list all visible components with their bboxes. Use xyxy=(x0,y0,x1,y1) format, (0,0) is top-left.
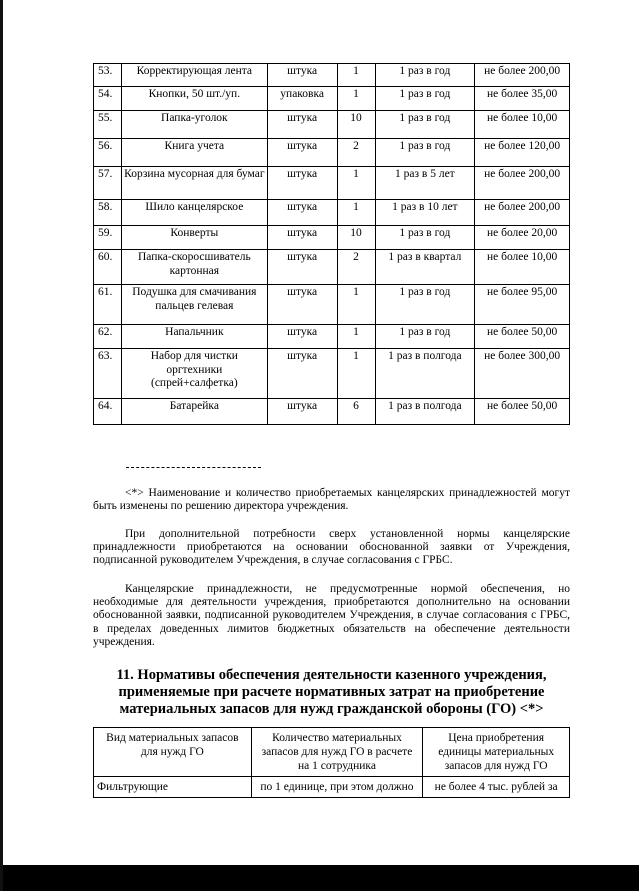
cell-period: 1 раз в год xyxy=(375,64,475,87)
cell-number: 64. xyxy=(94,399,122,425)
table-row xyxy=(94,64,570,87)
cell-material-type: Фильтрующие xyxy=(94,777,252,798)
cell-price: не более 35,00 xyxy=(475,87,570,111)
cell-item-name: Набор для чистки оргтехники (спрей+салфетка) xyxy=(121,349,267,399)
table-row xyxy=(94,349,570,399)
cell-period: 1 раз в полгода xyxy=(375,399,475,425)
scan-border-left xyxy=(0,0,3,891)
scan-border-bottom xyxy=(0,865,639,891)
cell-number: 57. xyxy=(94,167,122,200)
cell-price: не более 50,00 xyxy=(475,399,570,425)
cell-unit: штука xyxy=(267,64,337,87)
civil-defense-table xyxy=(93,727,570,798)
cell-price: не более 10,00 xyxy=(475,111,570,139)
cell-period: 1 раз в квартал xyxy=(375,250,475,285)
table-row xyxy=(94,87,570,111)
cell-quantity: 1 xyxy=(337,64,375,87)
cell-period: 1 раз в 5 лет xyxy=(375,167,475,200)
cell-item-name: Книга учета xyxy=(121,139,267,167)
table-row xyxy=(94,226,570,250)
cell-quantity: 1 xyxy=(337,325,375,349)
table-row xyxy=(94,285,570,325)
unlisted-supplies-paragraph: Канцелярские принадлежности, не предусмотренные нормой обеспечения, но необходимые для деятельности учреждения, приобретаются дополнительно на основании обоснованной заявки, подписанной руководителем Учреждения, в случае согласования с ГРБС, в пределах доведенных лимитов бюджетных обязательств на обеспечение деятельности учреждения. xyxy=(93,583,570,648)
cell-period: 1 раз в год xyxy=(375,111,475,139)
table-row xyxy=(94,325,570,349)
cell-period: 1 раз в полгода xyxy=(375,349,475,399)
cell-number: 63. xyxy=(94,349,122,399)
cell-price: не более 50,00 xyxy=(475,325,570,349)
cell-quantity: по 1 единице, при этом должно xyxy=(251,777,423,798)
cell-number: 53. xyxy=(94,64,122,87)
table-row xyxy=(94,250,570,285)
cell-item-name: Корзина мусорная для бумаг xyxy=(121,167,267,200)
cell-unit: штука xyxy=(267,285,337,325)
table-header-row xyxy=(94,728,570,777)
cell-number: 54. xyxy=(94,87,122,111)
cell-number: 58. xyxy=(94,200,122,226)
table-row xyxy=(94,399,570,425)
header-cell-price: Цена приобретения единицы материальных запасов для нужд ГО xyxy=(423,728,570,777)
cell-quantity: 1 xyxy=(337,200,375,226)
cell-item-name: Конверты xyxy=(121,226,267,250)
table-row xyxy=(94,167,570,200)
cell-price: не более 20,00 xyxy=(475,226,570,250)
additional-need-paragraph: При дополнительной потребности сверх установленной нормы канцелярские принадлежности приобретаются на основании обоснованной заявки от Учреждения, подписанной руководителем Учреждения, в случае согласования с ГРБС. xyxy=(93,528,570,567)
cell-price: не более 120,00 xyxy=(475,139,570,167)
table-row xyxy=(94,200,570,226)
cell-price: не более 4 тыс. рублей за xyxy=(423,777,570,798)
cell-quantity: 2 xyxy=(337,139,375,167)
cell-number: 62. xyxy=(94,325,122,349)
cell-period: 1 раз в год xyxy=(375,226,475,250)
cell-unit: штука xyxy=(267,250,337,285)
cell-period: 1 раз в год xyxy=(375,285,475,325)
cell-item-name: Подушка для смачивания пальцев гелевая xyxy=(121,285,267,325)
cell-number: 61. xyxy=(94,285,122,325)
table-row xyxy=(94,111,570,139)
header-cell-material-type: Вид материальных запасов для нужд ГО xyxy=(94,728,252,777)
cell-price: не более 300,00 xyxy=(475,349,570,399)
office-supplies-table xyxy=(93,63,570,425)
cell-price: не более 95,00 xyxy=(475,285,570,325)
cell-number: 55. xyxy=(94,111,122,139)
cell-quantity: 2 xyxy=(337,250,375,285)
cell-unit: штука xyxy=(267,325,337,349)
cell-price: не более 200,00 xyxy=(475,167,570,200)
cell-price: не более 10,00 xyxy=(475,250,570,285)
footnote-paragraph: <*> Наименование и количество приобретаемых канцелярских принадлежностей могут быть изменены по решению директора учреждения. xyxy=(93,487,570,513)
cell-item-name: Батарейка xyxy=(121,399,267,425)
cell-unit: штука xyxy=(267,139,337,167)
cell-quantity: 1 xyxy=(337,87,375,111)
cell-item-name: Шило канцелярское xyxy=(121,200,267,226)
cell-quantity: 10 xyxy=(337,111,375,139)
cell-unit: штука xyxy=(267,349,337,399)
footnote-separator xyxy=(126,467,261,468)
table-row xyxy=(94,139,570,167)
cell-number: 60. xyxy=(94,250,122,285)
cell-quantity: 1 xyxy=(337,285,375,325)
cell-unit: штука xyxy=(267,226,337,250)
cell-item-name: Корректирующая лента xyxy=(121,64,267,87)
header-cell-quantity: Количество материальных запасов для нужд ГО в расчете на 1 сотрудника xyxy=(251,728,423,777)
cell-quantity: 10 xyxy=(337,226,375,250)
office-supplies-table-body xyxy=(94,64,570,425)
cell-period: 1 раз в 10 лет xyxy=(375,200,475,226)
cell-quantity: 1 xyxy=(337,167,375,200)
cell-quantity: 6 xyxy=(337,399,375,425)
cell-unit: упаковка xyxy=(267,87,337,111)
cell-price: не более 200,00 xyxy=(475,64,570,87)
cell-number: 56. xyxy=(94,139,122,167)
cell-unit: штука xyxy=(267,111,337,139)
table-row xyxy=(94,777,570,798)
cell-number: 59. xyxy=(94,226,122,250)
cell-unit: штука xyxy=(267,399,337,425)
cell-item-name: Кнопки, 50 шт./уп. xyxy=(121,87,267,111)
section-heading: 11. Нормативы обеспечения деятельности казенного учреждения, применяемые при расчете нормативных затрат на приобретение материальных запасов для нужд гражданской обороны (ГО) <*> xyxy=(116,667,547,717)
cell-unit: штука xyxy=(267,167,337,200)
cell-item-name: Напальчник xyxy=(121,325,267,349)
cell-quantity: 1 xyxy=(337,349,375,399)
cell-unit: штука xyxy=(267,200,337,226)
cell-period: 1 раз в год xyxy=(375,139,475,167)
cell-item-name: Папка-уголок xyxy=(121,111,267,139)
cell-period: 1 раз в год xyxy=(375,87,475,111)
cell-period: 1 раз в год xyxy=(375,325,475,349)
cell-price: не более 200,00 xyxy=(475,200,570,226)
cell-item-name: Папка-скоросшиватель картонная xyxy=(121,250,267,285)
